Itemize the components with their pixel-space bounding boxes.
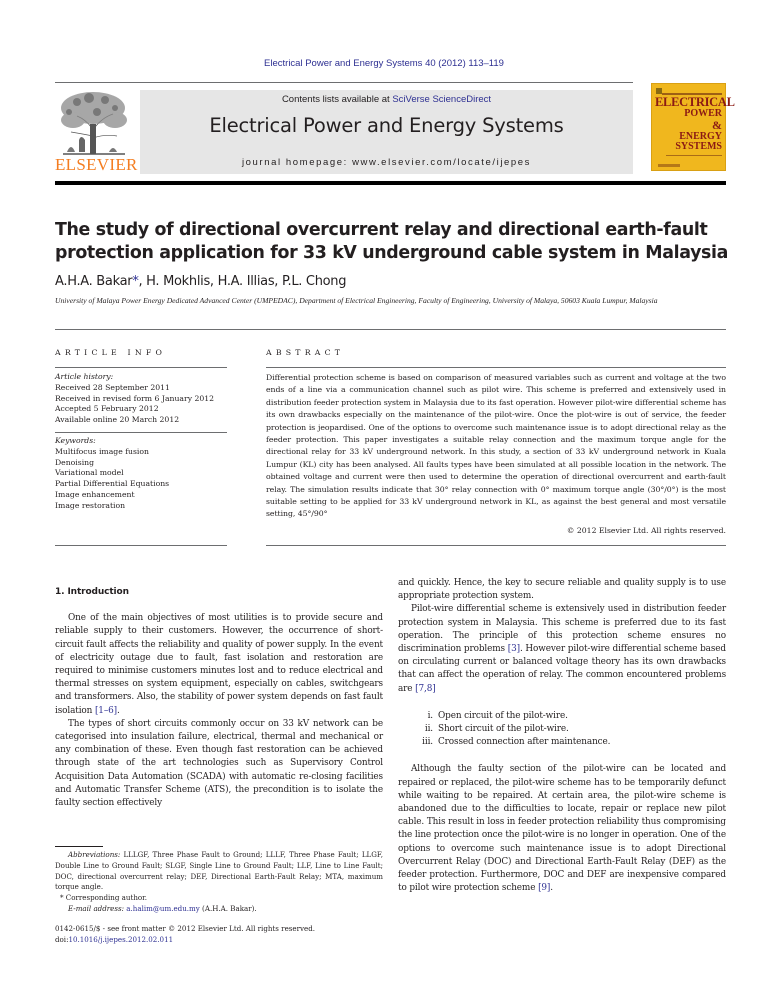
cover-title-line: & bbox=[712, 118, 722, 132]
keyword: Image restoration bbox=[55, 500, 126, 510]
keywords-heading: Keywords: bbox=[55, 436, 96, 445]
list-number: i. bbox=[427, 710, 433, 721]
doi-prefix: doi: bbox=[55, 934, 69, 944]
paragraph-text: . However pilot-wire differential scheme based on circulating current or balanced voltage theory has its own drawbacks that can affect the operation of relay. The common encountered problems are bbox=[398, 644, 726, 694]
list-text: Open circuit of the pilot-wire. bbox=[438, 710, 568, 721]
body-right-column bbox=[398, 577, 726, 895]
body-paragraph: The types of short circuits commonly occur on 33 kV network can be categorised into insulation failure, electrical, thermal and mechanical or any combination of these. Even though fast restoration can be achieved through state of the art technologies such as Supervisory Control Acquisition Data Automation (SCADA) with automatic re-closing facilities and Automatic Transfer Scheme (ATS), the precondition is to isolate the faulty section effectively bbox=[55, 718, 383, 809]
journal-title: Electrical Power and Energy Systems bbox=[209, 114, 564, 137]
reference-link[interactable]: [7,8] bbox=[415, 683, 436, 694]
abstract-copyright: © 2012 Elsevier Ltd. All rights reserved. bbox=[566, 526, 726, 535]
keyword: Image enhancement bbox=[55, 489, 135, 499]
contents-prefix: Contents lists available at bbox=[281, 94, 393, 105]
footnotes bbox=[55, 850, 383, 915]
elsevier-logo[interactable] bbox=[55, 90, 138, 174]
reference-link[interactable]: [9] bbox=[538, 883, 551, 894]
article-info-rule bbox=[55, 367, 227, 368]
section-heading-introduction: 1. Introduction bbox=[55, 587, 129, 597]
email-footnote bbox=[55, 904, 383, 915]
issn-info bbox=[55, 924, 395, 946]
corresponding-author-footnote bbox=[55, 893, 383, 904]
author-affiliation: University of Malaya Power Energy Dedicated Advanced Center (UMPEDAC), Department of Electrical Engineering, Faculty of Engineering, University of Malaya, 50603 Kuala Lumpur, Malaysia bbox=[55, 296, 658, 305]
list-item bbox=[398, 710, 726, 723]
journal-masthead bbox=[140, 90, 633, 174]
paragraph-text: One of the main objectives of most utilities is to provide secure and reliable supply to their customers. However, the occurrence of short-circuit fault affects the reliability and quality of power supply. In the event of electricity outage due to fault, fast isolation and restoration are required to minimise customers minutes lost and to reduce electrical and thermal stresses on system equipment, especially on cables, switchgears and transformers. Also, the stability of power system depends on fast fault isolation bbox=[55, 613, 383, 716]
list-number: iii. bbox=[422, 737, 433, 748]
doi-line bbox=[55, 935, 395, 946]
journal-citation: Electrical Power and Energy Systems 40 (2012) 113–119 bbox=[264, 58, 504, 69]
paragraph-text: . bbox=[117, 705, 120, 716]
history-entry: Accepted 5 February 2012 bbox=[55, 404, 159, 414]
keyword: Partial Differential Equations bbox=[55, 479, 170, 489]
reference-link[interactable]: [3] bbox=[507, 644, 520, 655]
article-info-rule bbox=[55, 432, 227, 433]
front-matter-line: 0142-0615/$ - see front matter © 2012 Elsevier Ltd. All rights reserved. bbox=[55, 924, 315, 933]
abbreviations-text: LLLGF, Three Phase Fault to Ground; LLLF, Three Phase Fault; LLGF, Double Line to Ground Fault; SLGF, Single Line to Ground Fault; LLF, Line to Line Fault; DOC, directional overcurrent relay; DEF, Directional Earth-Fault Relay; MTA, maximum torque angle. bbox=[55, 850, 383, 892]
footnote-rule bbox=[55, 846, 103, 847]
paragraph-text: Pilot-wire differential scheme is extensively used in distribution feeder protection system in Malaysia. This scheme is preferred due to its fast operation. The principle of this protection scheme ensures no discrimination problems bbox=[398, 604, 726, 655]
article-history bbox=[55, 372, 230, 426]
keyword: Variational model bbox=[55, 468, 124, 478]
reference-link[interactable]: [1–6] bbox=[94, 705, 118, 716]
cover-title-line: ENERGY bbox=[679, 131, 722, 142]
corresponding-author-mark[interactable]: * bbox=[132, 274, 139, 289]
history-entry: Received 28 September 2011 bbox=[55, 382, 170, 392]
paragraph-text: . bbox=[550, 883, 553, 894]
author-list bbox=[55, 274, 346, 289]
corresponding-mark: * bbox=[60, 893, 64, 903]
doi-link[interactable]: 10.1016/j.ijepes.2012.02.011 bbox=[68, 934, 174, 944]
keyword: Denoising bbox=[55, 457, 95, 467]
paragraph-text: Although the faulty section of the pilot-wire can be located and repaired or replaced, the pilot-wire scheme has to be temporarily defunct while waiting to be repaired. At certain area, the pilot-wire scheme is abandoned due to the difficulties to locate, repair or replace new pilot cable. This result in loss in feeder protection reliability thus compromising the line protection once the pilot-wire is no longer in operation. One of the options to overcome such maintenance issue is to adopt Directional Overcurrent Relay (DOC) and Directional Earth-Fault Relay (DEF) as the feeder protection. Furthermore, DOC and DEF are inexpensive compared to pilot wire protection scheme bbox=[398, 764, 726, 894]
elsevier-tree-icon bbox=[57, 90, 131, 156]
section-divider bbox=[55, 329, 726, 330]
sciencedirect-link[interactable]: SciVerse ScienceDirect bbox=[392, 94, 492, 105]
pilot-wire-problems-list bbox=[398, 710, 726, 750]
body-paragraph bbox=[398, 603, 726, 695]
abbreviations-label: Abbreviations: bbox=[68, 850, 121, 859]
keyword: Multifocus image fusion bbox=[55, 446, 149, 456]
keywords bbox=[55, 436, 230, 512]
contents-line bbox=[140, 94, 633, 105]
journal-cover-image[interactable] bbox=[651, 83, 735, 171]
list-text: Crossed connection after maintenance. bbox=[438, 737, 611, 748]
list-item bbox=[398, 723, 726, 736]
email-label: E-mail address: bbox=[68, 903, 125, 913]
cover-title-line: POWER bbox=[684, 108, 722, 119]
author-name[interactable]: A.H.A. Bakar bbox=[55, 274, 133, 289]
history-entry: Received in revised form 6 January 2012 bbox=[55, 393, 215, 403]
email-link[interactable]: a.halim@um.edu.my bbox=[126, 903, 200, 913]
header-rule bbox=[55, 82, 633, 83]
journal-homepage-link[interactable]: journal homepage: www.elsevier.com/locate/ijepes bbox=[241, 157, 532, 168]
cover-title-line: SYSTEMS bbox=[675, 141, 722, 152]
abstract-rule bbox=[266, 367, 726, 368]
cover-publisher-mark bbox=[658, 164, 680, 167]
author-names-rest[interactable]: , H. Mokhlis, H.A. Illias, P.L. Chong bbox=[138, 274, 347, 289]
abstract-text: Differential protection scheme is based on comparison of measured variables such as current and voltage at the two ends of a line via a communication channel such as pilot wire. This scheme is preferred and extensively used in distribution feeder protection system in Malaysia due to its fast operation. However pilot-wire differential scheme has its own drawbacks especially on the maintenance of the pilot-wire. Once the plot-wire is out of service, the feeder protection is jeopardised. One of the options to overcome such maintenance issue is to adopt directional relay as the feeder protection. This paper investigates a suitable relay connection and the maximum torque angle for the directional relay for 33 kV underground network. In this study, a section of 33 kV underground network in Kuala Lumpur (KL) city has been analysed. All faults types have been simulated at all possible location in the network. The obtained voltage and current were then used to determine the operation of directional overcurrent and earth-fault relay. The simulation results indicate that 30° relay connection with 0° maximum torque angle (30°/0°) is the most suitable setting to be applied for 33 kV underground network in KL, as against the best general and most versatile setting, 45°/90° bbox=[266, 373, 726, 519]
history-entry: Available online 20 March 2012 bbox=[55, 415, 180, 425]
cover-title-line: ELECTRICAL bbox=[655, 95, 735, 109]
elsevier-wordmark: ELSEVIER bbox=[55, 155, 138, 174]
cover-rule bbox=[666, 155, 722, 156]
corresponding-text: Corresponding author. bbox=[63, 893, 148, 903]
paper-title: The study of directional overcurrent relay and directional earth-fault protection application for 33 kV underground cable system in Malaysia bbox=[55, 220, 729, 263]
body-paragraph: and quickly. Hence, the key to secure reliable and quality supply is to use appropriate protection system. bbox=[398, 578, 726, 602]
body-paragraph bbox=[55, 612, 383, 718]
abbreviations-footnote bbox=[55, 850, 383, 893]
masthead-divider bbox=[55, 181, 726, 185]
email-owner: (A.H.A. Bakar). bbox=[199, 903, 257, 913]
body-left-column bbox=[55, 586, 383, 810]
body-paragraph bbox=[398, 763, 726, 895]
abstract-rule bbox=[266, 545, 726, 546]
article-history-heading: Article history: bbox=[55, 372, 114, 381]
article-info-rule bbox=[55, 545, 227, 546]
list-text: Short circuit of the pilot-wire. bbox=[438, 724, 569, 735]
article-info-heading: ARTICLE INFO bbox=[55, 348, 167, 357]
list-item bbox=[398, 736, 726, 749]
list-number: ii. bbox=[424, 724, 433, 735]
abstract-heading: ABSTRACT bbox=[266, 348, 345, 357]
